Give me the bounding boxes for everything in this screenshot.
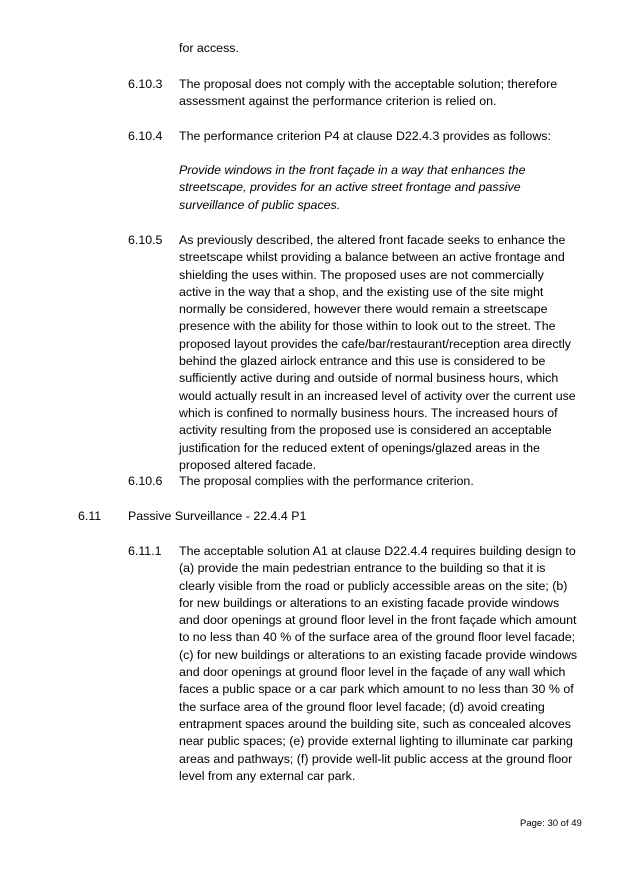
quoted-criterion: Provide windows in the front façade in a way that enhances the streetscape, provides for an active street frontage and passive surveillance of public spaces. xyxy=(179,163,526,212)
section-text: The performance criterion P4 at clause D22.4.3 provides as follows: xyxy=(179,129,551,143)
section-text: The proposal does not comply with the acceptable solution; therefore assessment against the performance criterion is relied on. xyxy=(179,77,558,109)
section-number: 6.10.6 xyxy=(128,474,163,488)
page-footer: Page: 30 of 49 xyxy=(520,818,582,829)
section-text: As previously described, the altered front facade seeks to enhance the streetscape whilst providing a balance between an active frontage and shielding the uses within. The proposed uses are not commercially active in the way that a shop, and the existing use of the site might normally be considered, however there would remain a streetscape presence with the ability for those within to look out to the street. The proposed layout provides the cafe/bar/restaurant/reception area directly behind the glazed airlock entrance and this use is considered to be sufficiently active during and outside of normal business hours, which would actually result in an increased level of activity over the current use which is confined to normally business hours. The increased hours of activity resulting from the proposed use is considered an acceptable justification for the reduced extent of openings/glazed areas in the proposed altered facade. xyxy=(179,233,576,472)
section-number: 6.10.5 xyxy=(128,233,163,247)
subsection-text: The acceptable solution A1 at clause D22.4.4 requires building design to (a) provide the main pedestrian entrance to the building so that it is clearly visible from the road or publicly accessible areas on the site; (b) for new buildings or alterations to an existing facade provide windows and door openings at ground floor level in the front façade which amount to no less than 40 % of the surface area of the ground floor level facade; (c) for new buildings or alterations to an existing facade provide windows and door openings at ground floor level in the façade of any wall which faces a public space or a car park which amount to no less than 30 % of the surface area of the ground floor level facade; (d) avoid creating entrapment spaces around the building site, such as concealed alcoves near public spaces; (e) provide external lighting to illuminate car parking areas and pathways; (f) provide well-lit public access at the ground floor level from any external car park. xyxy=(179,544,578,783)
subsection-number: 6.11.1 xyxy=(128,544,162,558)
heading-number: 6.11 xyxy=(78,509,102,523)
section-text: The proposal complies with the performance criterion. xyxy=(179,474,474,488)
continuation-text: for access. xyxy=(179,41,239,55)
section-number: 6.10.4 xyxy=(128,129,163,143)
heading-title: Passive Surveillance - 22.4.4 P1 xyxy=(128,509,307,523)
section-number: 6.10.3 xyxy=(128,77,163,91)
